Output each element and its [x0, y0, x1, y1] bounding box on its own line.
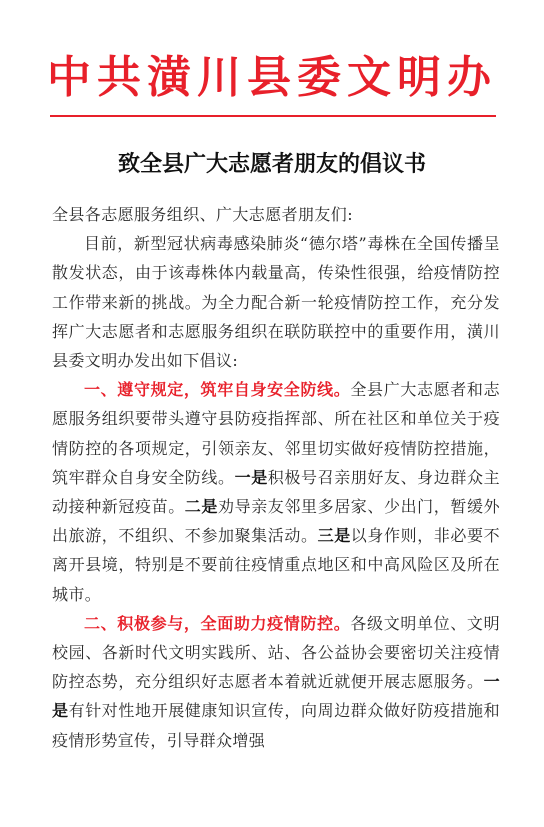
section-2-paragraph	[52, 609, 500, 755]
section-1-text-b: 积极号召亲朋好友、身边群众主动接种新冠疫苗。	[52, 467, 500, 517]
section-1-keyword-3: 三是	[317, 526, 351, 546]
section-2-keyword-1: 一是	[52, 672, 500, 721]
masthead-title: 中共潢川县委文明办	[47, 52, 497, 103]
section-1-keyword-2: 二是	[184, 497, 218, 517]
document-body	[52, 200, 500, 755]
section-1-keyword-1: 一是	[234, 467, 268, 487]
section-2-text-b: 有针对性地开展健康知识宣传，向周边群众做好防疫措施和疫情形势宣传，引导群众增强	[52, 701, 500, 750]
salutation: 全县各志愿服务组织、广大志愿者朋友们:	[52, 205, 353, 224]
intro-paragraph: 目前，新型冠状病毒感染肺炎“德尔塔”毒株在全国传播呈散发状态，由于该毒株体内载量高，传染性很强，给疫情防控工作带来新的挑战。为全力配合新一轮疫情防控工作，充分发挥广大志愿者和志愿服务组织在联防联控中的重要作用，潢川县委文明办发出如下倡议:	[52, 234, 500, 371]
document-title: 致全县广大志愿者朋友的倡议书	[117, 152, 426, 177]
section-1-text-d: 以身作则，非必要不离开县境，特别是不要前往疫情重点地区和中高风险区及所在城市。	[52, 526, 500, 604]
masthead-red-rule	[50, 115, 496, 117]
section-1-paragraph	[52, 375, 500, 609]
section-1-heading: 一、遵守规定，筑牢自身安全防线。	[84, 380, 351, 400]
section-1-text-a: 全县广大志愿者和志愿服务组织要带头遵守县防疫指挥部、所在社区和单位关于疫情防控的各项规定，引领亲友、邻里切实做好疫情防控措施，筑牢群众自身安全防线。	[52, 380, 500, 487]
section-2-text-a: 各级文明单位、文明校园、各新时代文明实践所、站、各公益协会要密切关注疫情防控态势，充分组织好志愿者本着就近就便开展志愿服务。	[52, 613, 500, 692]
section-2-heading: 二、积极参与，全面助力疫情防控。	[84, 613, 351, 633]
section-1-text-c: 劝导亲友邻里多居家、少出门，暂缓外出旅游，不组织、不参加聚集活动。	[52, 497, 500, 546]
